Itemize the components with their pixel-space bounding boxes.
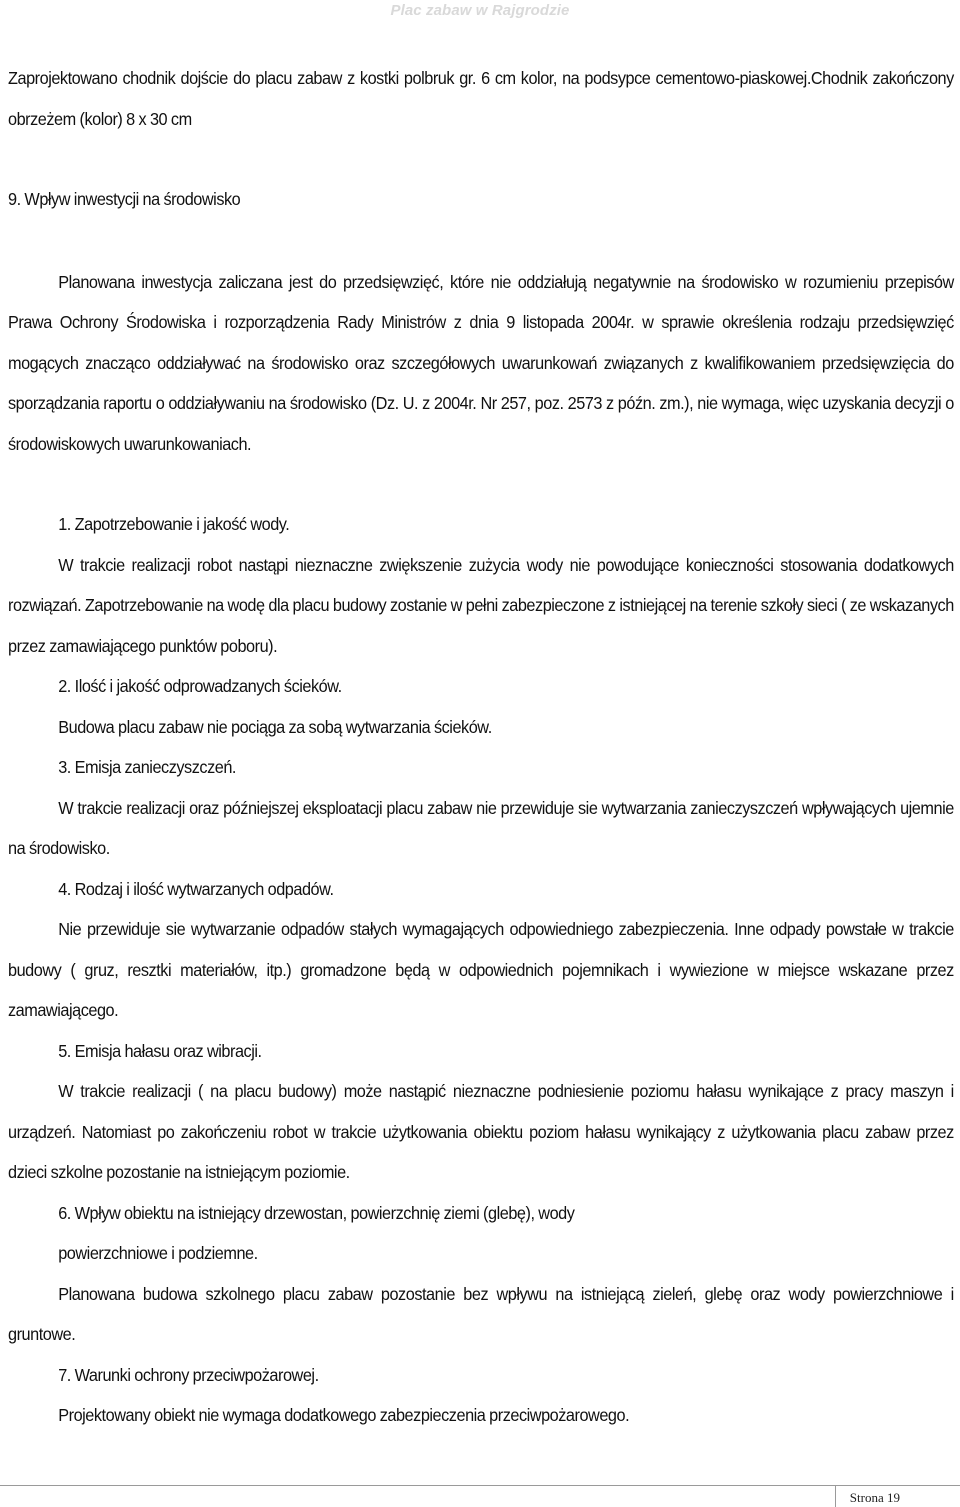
paragraph-pollution: W trakcie realizacji oraz późniejszej eksploatacji placu zabaw nie przewiduje sie wytwarzania zanieczyszczeń wpływających ujemnie na środowisko. [8, 797, 954, 858]
paragraph-waste: Nie przewiduje sie wytwarzanie odpadów stałych wymagających odpowiedniego zabezpieczenia. Inne odpady powstałe w trakcie budowy ( gruz, resztki materiałów, itp.) gromadzone będą w odpowiednich pojemnikach i wywiezione w miejsce wskazane przez zamawiającego. [8, 919, 954, 1020]
document-body [8, 58, 954, 1436]
footer-rule [0, 1485, 960, 1486]
subsection-heading-pollution: 3. Emisja zanieczyszczeń. [58, 757, 236, 777]
subsection-heading-trees-line2: powierzchniowe i podziemne. [58, 1243, 258, 1263]
section-heading-environment: 9. Wpływ inwestycji na środowisko [8, 189, 241, 209]
page-number: Strona 19 [849, 1490, 900, 1505]
subsection-heading-water: 1. Zapotrzebowanie i jakość wody. [58, 514, 290, 534]
paragraph-fire: Projektowany obiekt nie wymaga dodatkowego zabezpieczenia przeciwpożarowego. [58, 1405, 630, 1425]
paragraph-noise: W trakcie realizacji ( na placu budowy) może nastąpić nieznaczne podniesienie poziomu hałasu wynikające z pracy maszyn i urządzeń. Natomiast po zakończeniu robot w trakcie użytkowania obiektu poziom hałasu wynikający z użytkowania placu zabaw przez dzieci szkolne pozostanie na istniejącym poziomie. [8, 1081, 954, 1182]
paragraph-water: W trakcie realizacji robot nastąpi nieznaczne zwiększenie zużycia wody nie powodujące konieczności stosowania dodatkowych rozwiązań. Zapotrzebowanie na wodę dla placu budowy zostanie w pełni zabezpieczone z istniejącej na terenie szkoły sieci ( ze wskazanych przez zamawiającego punktów poboru). [8, 554, 954, 656]
subsection-heading-sewage: 2. Ilość i jakość odprowadzanych ścieków. [58, 676, 342, 696]
paragraph-sidewalk: Zaprojektowano chodnik dojście do placu zabaw z kostki polbruk gr. 6 cm kolor, na podsypce cementowo-piaskowej.Chodnik zakończony obrzeżem (kolor) 8 x 30 cm [8, 68, 954, 129]
paragraph-trees: Planowana budowa szkolnego placu zabaw pozostanie bez wpływu na istniejącą zieleń, glebę oraz wody powierzchniowe i gruntowe. [8, 1283, 954, 1344]
paragraph-sewage: Budowa placu zabaw nie pociąga za sobą wytwarzania ścieków. [58, 716, 492, 737]
subsection-heading-fire: 7. Warunki ochrony przeciwpożarowej. [58, 1364, 319, 1385]
subsection-heading-noise: 5. Emisja hałasu oraz wibracji. [58, 1040, 262, 1061]
running-header: Plac zabaw w Rajgrodzie [390, 2, 570, 19]
subsection-heading-trees-line1: 6. Wpływ obiektu na istniejący drzewostan, powierzchnię ziemi (glebę), wody [58, 1202, 575, 1223]
page-footer [0, 1485, 960, 1505]
subsection-heading-waste: 4. Rodzaj i ilość wytwarzanych odpadów. [58, 878, 334, 899]
paragraph-environment-impact: Planowana inwestycja zaliczana jest do przedsięwzięć, które nie oddziałują negatywnie na środowisko w rozumieniu przepisów Prawa Ochrony Środowiska i rozporządzenia Rady Ministrów z dnia 9 listopada 2004r. w sprawie określenia rodzaju przedsięwzięć mogących znacząco oddziaływać na środowisko oraz szczegółowych uwarunkowań związanych z kwalifikowaniem przedsięwzięcia do sporządzania raportu o oddziaływaniu na środowisko (Dz. U. z 2004r. Nr 257, poz. 2573 z późn. zm.), nie wymaga, więc uzyskania decyzji o środowiskowych uwarunkowaniach. [8, 271, 954, 454]
